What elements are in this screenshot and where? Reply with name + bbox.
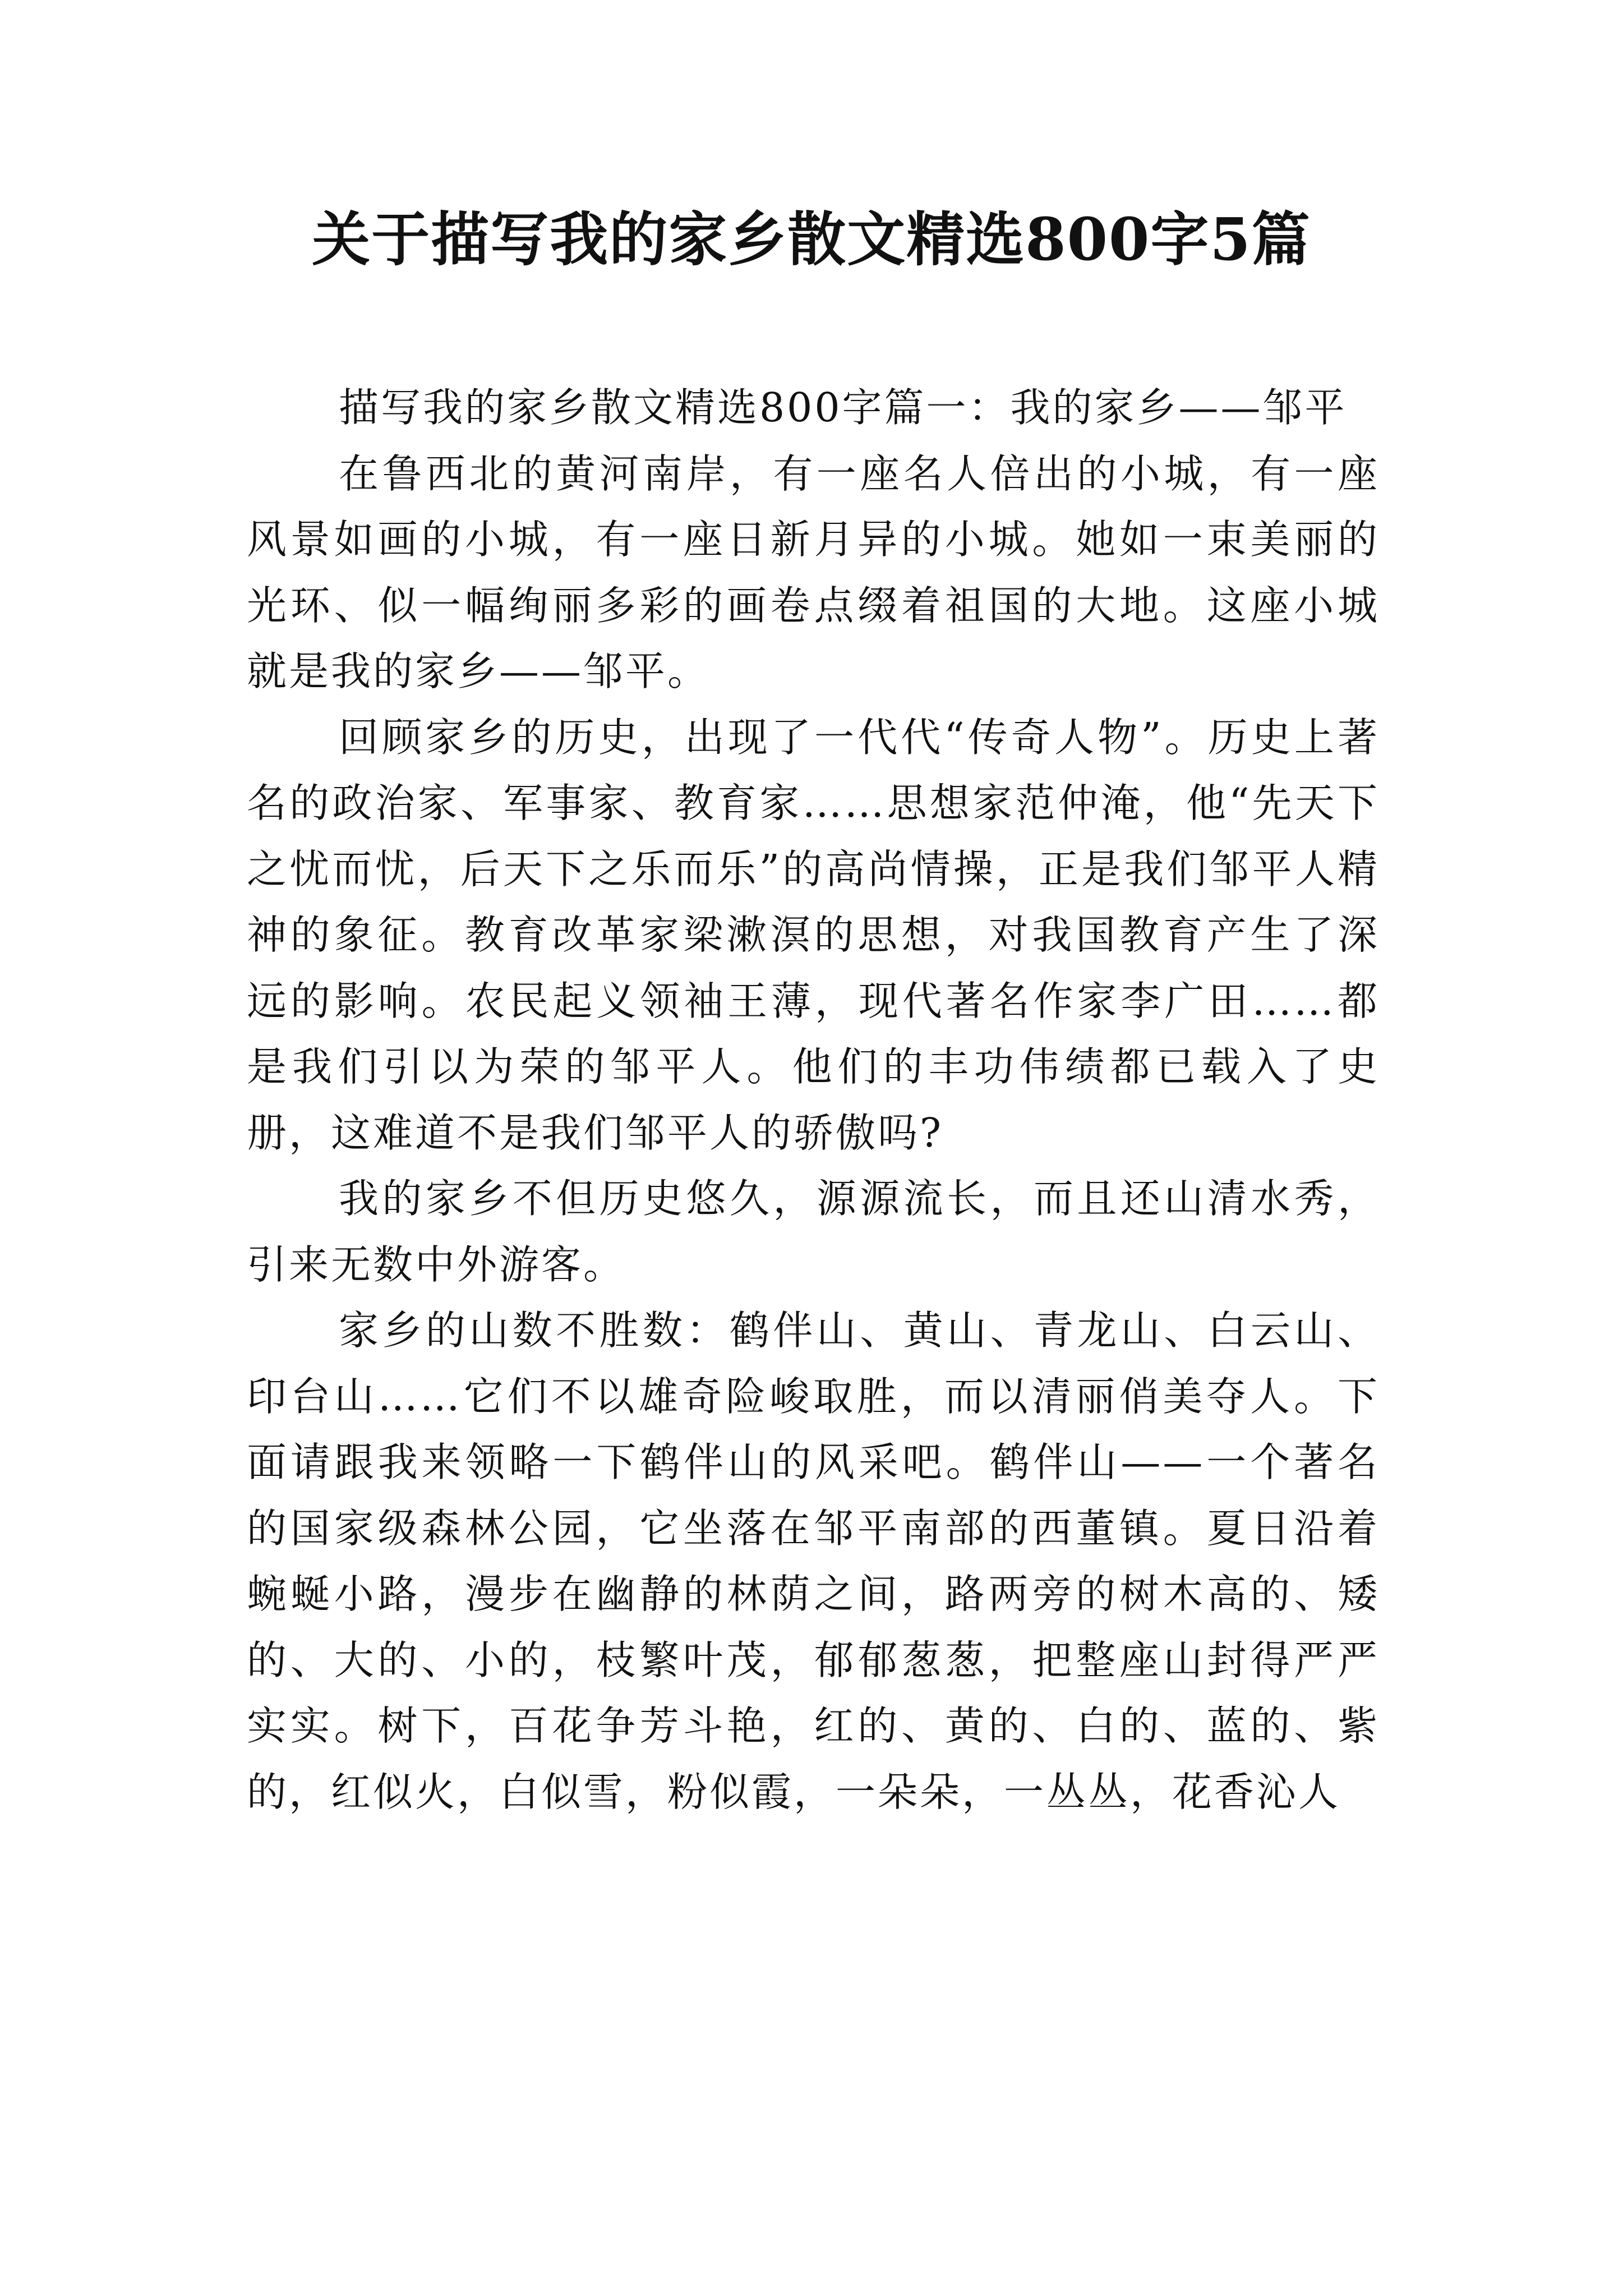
- paragraph: 家乡的山数不胜数：鹤伴山、黄山、青龙山、白云山、印台山……它们不以雄奇险峻取胜，而以清丽俏美夺人。下面请跟我来领略一下鹤伴山的风采吧。鹤伴山——一个著名的国家级森林公园，它坐落在邹平南部的西董镇。夏日沿着蜿蜒小路，漫步在幽静的林荫之间，路两旁的树木高的、矮的、大的、小的，枝繁叶茂，郁郁葱葱，把整座山封得严严实实。树下，百花争芳斗艳，红的、黄的、白的、蓝的、紫的，红似火，白似雪，粉似霞，一朵朵，一丛丛，花香沁人: [247, 1307, 1380, 1815]
- document-title: 关于描写我的家乡散文精选800字5篇: [312, 205, 1311, 274]
- paragraph: 回顾家乡的历史，出现了一代代“传奇人物”。历史上著名的政治家、军事家、教育家……思想家范仲淹，他“先天下之忧而忧，后天下之乐而乐”的高尚情操，正是我们邹平人精神的象征。教育改革家梁漱溟的思想，对我国教育产生了深远的影响。农民起义领袖王薄，现代著名作家李广田……都是我们引以为荣的邹平人。他们的丰功伟绩都已载入了史册，这难道不是我们邹平人的骄傲吗?: [247, 714, 1380, 1156]
- paragraph: 我的家乡不但历史悠久，源源流长，而且还山清水秀，引来无数中外游客。: [247, 1175, 1380, 1288]
- paragraph-heading: 描写我的家乡散文精选800字篇一：我的家乡——邹平: [339, 384, 1347, 431]
- document-body: [247, 375, 1380, 1825]
- paragraph: 在鲁西北的黄河南岸，有一座名人倍出的小城，有一座风景如画的小城，有一座日新月异的小城。她如一束美丽的光环、似一幅绚丽多彩的画卷点缀着祖国的大地。这座小城就是我的家乡——邹平。: [247, 450, 1380, 694]
